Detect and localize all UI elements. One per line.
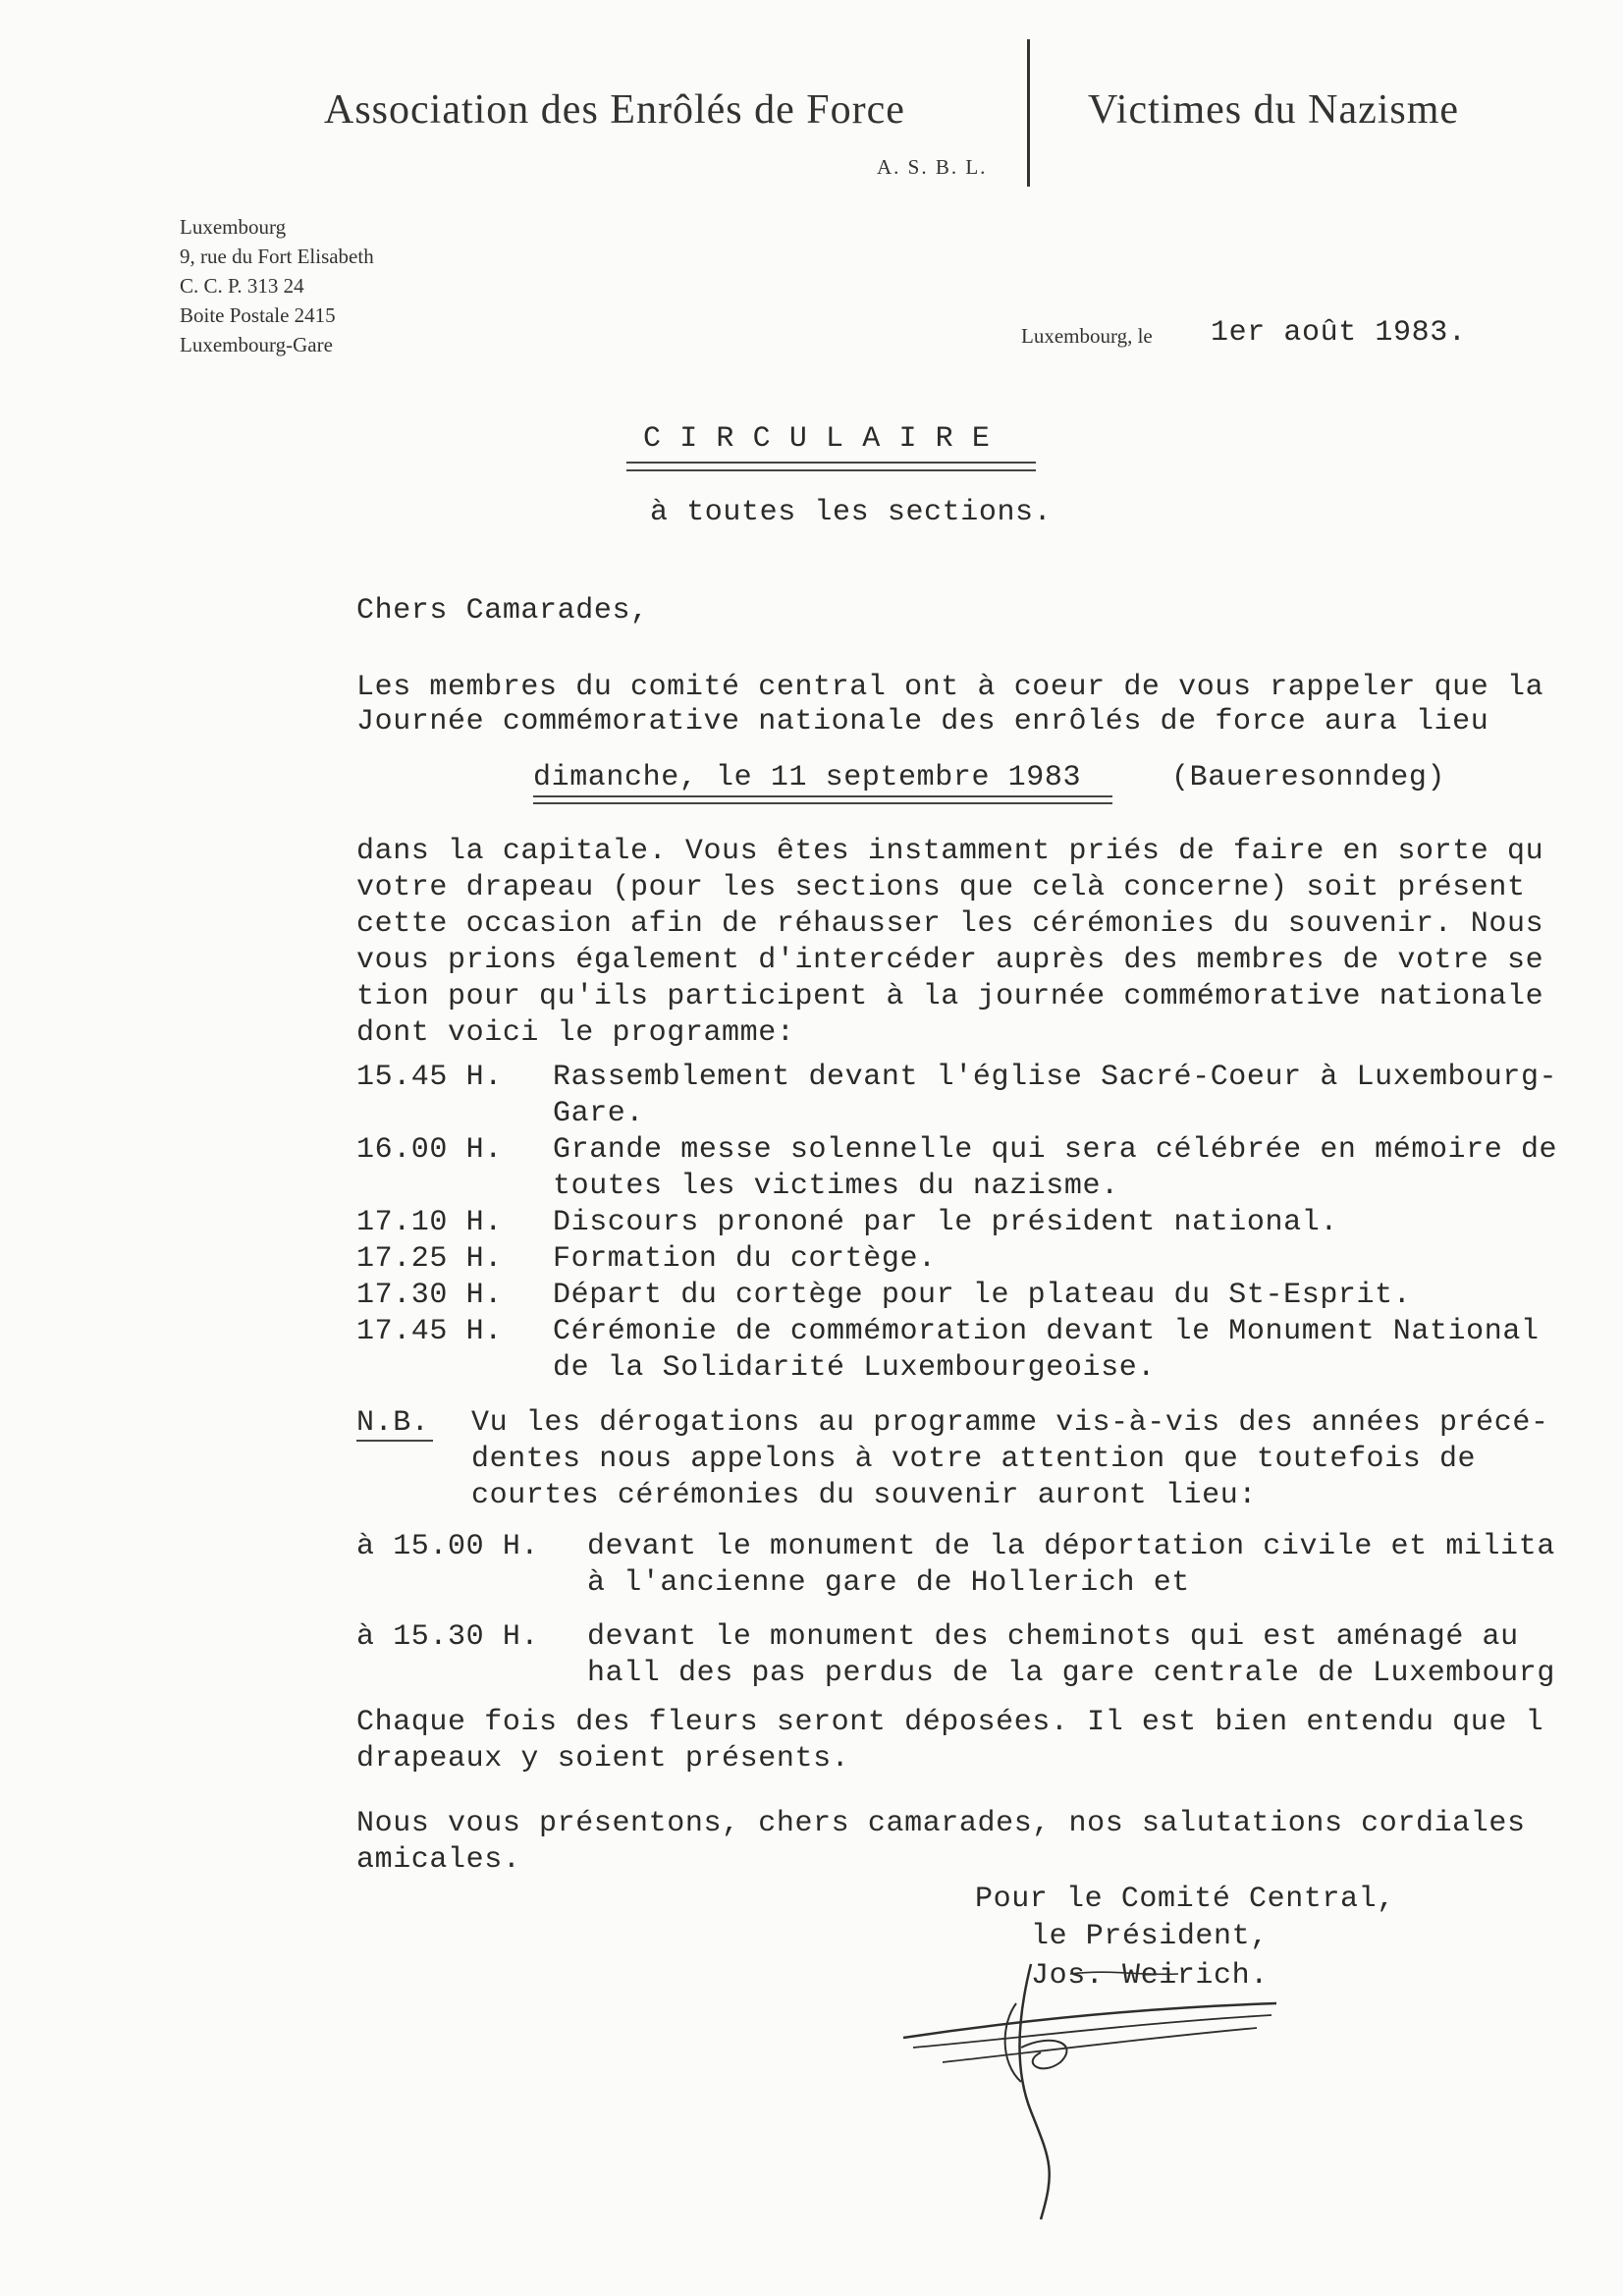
intro-line: Les membres du comité central ont à coeur de vous rappeler que la xyxy=(356,671,1544,704)
dateline-date: 1er août 1983. xyxy=(1211,316,1467,350)
address-line: C. C. P. 313 24 xyxy=(180,274,304,298)
ceremony-time: à 15.00 H. xyxy=(356,1530,540,1563)
programme-text: Rassemblement devant l'église Sacré-Coeur à Luxembourg- xyxy=(553,1061,1558,1094)
body-line: Chaque fois des fleurs seront déposées. Il est bien entendu que l xyxy=(356,1706,1544,1739)
handwritten-signature xyxy=(884,1944,1296,2239)
body-line: vous prions également d'intercéder auprès des membres de votre se xyxy=(356,944,1544,977)
event-note: (Baueresonndeg) xyxy=(1171,761,1446,794)
programme-text: toutes les victimes du nazisme. xyxy=(553,1170,1119,1203)
address-block xyxy=(180,212,374,359)
address-line: Luxembourg xyxy=(180,215,287,239)
programme-time: 17.45 H. xyxy=(356,1315,503,1348)
programme-text: Grande messe solennelle qui sera célébrée en mémoire de xyxy=(553,1133,1558,1167)
nb-label: N.B. xyxy=(356,1406,430,1440)
programme-text: Discours prononé par le président national. xyxy=(553,1206,1338,1239)
victims-label: Victimes du Nazisme xyxy=(1088,87,1460,133)
programme-item xyxy=(356,1315,1540,1348)
ceremony-time: à 15.30 H. xyxy=(356,1620,540,1654)
programme-text: de la Solidarité Luxembourgeoise. xyxy=(553,1351,1156,1385)
ceremony-text: devant le monument de la déportation civile et milita xyxy=(587,1530,1555,1563)
programme-time: 17.25 H. xyxy=(356,1242,503,1276)
signature-line: Pour le Comité Central, xyxy=(975,1883,1395,1916)
event-date: dimanche, le 11 septembre 1983 xyxy=(533,761,1082,794)
association-name: Association des Enrôlés de Force xyxy=(324,87,905,133)
event-date-underline xyxy=(533,802,1112,804)
signature-line: Jos. Weirich. xyxy=(1031,1959,1269,1993)
circular-title: C I R C U L A I R E xyxy=(643,422,991,456)
programme-text: Départ du cortège pour le plateau du St-Esprit. xyxy=(553,1279,1412,1312)
title-underline xyxy=(626,469,1036,471)
programme-time: 16.00 H. xyxy=(356,1133,503,1167)
nb-line: courtes cérémonies du souvenir auront lieu: xyxy=(471,1479,1257,1512)
ceremony-text: à l'ancienne gare de Hollerich et xyxy=(587,1566,1190,1600)
signature-line: le Président, xyxy=(1031,1920,1269,1953)
programme-item xyxy=(356,1279,1411,1312)
header-divider xyxy=(1027,39,1030,187)
programme-time: 15.45 H. xyxy=(356,1061,503,1094)
programme-item xyxy=(356,1133,1557,1167)
programme-time: 17.30 H. xyxy=(356,1279,503,1312)
body-line: cette occasion afin de réhausser les cérémonies du souvenir. Nous xyxy=(356,907,1544,941)
programme-item xyxy=(356,1206,1338,1239)
address-line: Luxembourg-Gare xyxy=(180,333,333,356)
dateline-place: Luxembourg, le xyxy=(1021,324,1153,348)
programme-time: 17.10 H. xyxy=(356,1206,503,1239)
body-line: votre drapeau (pour les sections que celà concerne) soit présent xyxy=(356,871,1526,904)
body-line: tion pour qu'ils participent à la journée commémorative nationale xyxy=(356,980,1544,1013)
ceremony-text: hall des pas perdus de la gare centrale de Luxembourg xyxy=(587,1657,1555,1690)
body-line: dans la capitale. Vous êtes instamment priés de faire en sorte qu xyxy=(356,835,1544,868)
intro-line: Journée commémorative nationale des enrôlés de force aura lieu xyxy=(356,705,1489,738)
salutation: Chers Camarades, xyxy=(356,594,649,628)
address-line: 9, rue du Fort Elisabeth xyxy=(180,245,374,268)
programme-item xyxy=(356,1061,1557,1094)
body-line: drapeaux y soient présents. xyxy=(356,1742,850,1776)
programme-text: Formation du cortège. xyxy=(553,1242,937,1276)
body-line: dont voici le programme: xyxy=(356,1016,795,1050)
address-line: Boite Postale 2415 xyxy=(180,303,336,327)
programme-text: Gare. xyxy=(553,1097,645,1130)
asbl-label: A. S. B. L. xyxy=(877,155,988,179)
title-underline xyxy=(626,462,1036,464)
nb-underline xyxy=(356,1440,433,1442)
programme-text: Cérémonie de commémoration devant le Monument National xyxy=(553,1315,1540,1348)
event-date-underline xyxy=(533,795,1112,797)
closing-line: Nous vous présentons, chers camarades, nos salutations cordiales xyxy=(356,1807,1526,1840)
programme-item xyxy=(356,1242,937,1276)
nb-line: dentes nous appelons à votre attention que toutefois de xyxy=(471,1443,1477,1476)
closing-line: amicales. xyxy=(356,1843,521,1877)
ceremony-text: devant le monument des cheminots qui est aménagé au xyxy=(587,1620,1519,1654)
nb-line: Vu les dérogations au programme vis-à-vis des années précé- xyxy=(471,1406,1549,1440)
circular-subtitle: à toutes les sections. xyxy=(650,496,1053,529)
